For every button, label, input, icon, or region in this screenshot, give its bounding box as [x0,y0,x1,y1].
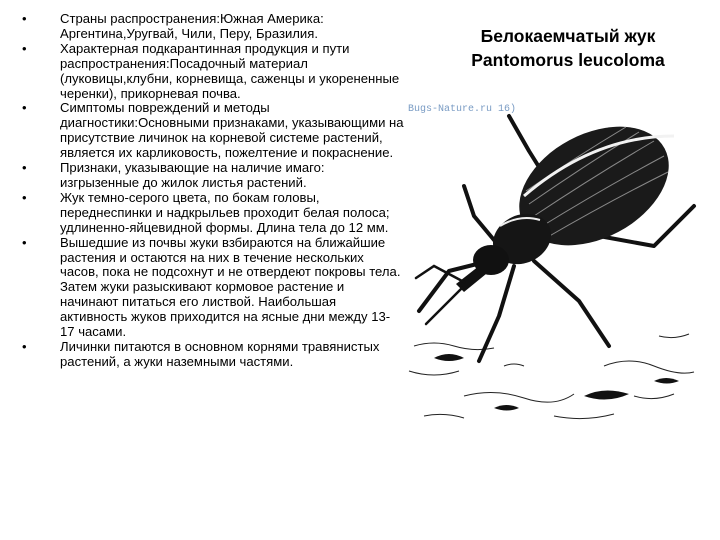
title-latin-name: Pantomorus leucoloma [471,50,665,70]
list-item [22,191,404,236]
list-item-text: Страны распространения:Южная Америка: Аргентина,Уругвай, Чили, Перу, Бразилия. [60,11,324,41]
bullet-dot: • [22,100,27,116]
list-item [22,340,404,370]
beetle-illustration [404,96,704,436]
watermark: Bugs-Nature.ru 16) [408,104,517,115]
beetle-antennae [416,266,464,324]
bullet-dot: • [22,11,27,26]
bullet-dot: • [22,189,27,205]
list-item [22,12,404,42]
list-item-text: Жук темно-серого цвета, по бокам головы, переднеспинки и надкрыльев проходит белая полоса; удлиненно-яйцевидной формы. Длина тела до 12 мм. [60,189,390,235]
list-item [22,161,404,191]
list-item [22,101,404,161]
list-item-text: Личинки питаются в основном корнями травянистых растений, а жуки наземными частями. [60,338,380,369]
page-title [418,24,718,72]
list-item [22,42,404,102]
bullet-dot: • [22,234,27,250]
title-common-name: Белокаемчатый жук [480,26,656,46]
list-item-text: Симптомы повреждений и методы диагностики:Основными признаками, указывающими на присутствие личинок на корневой системе растений, является их карликовость, пожелтение и покраснение. [60,100,404,161]
list-item-text: Признаки, указывающие на наличие имаго: изгрызенные до жилок листья растений. [60,160,325,190]
bullet-dot: • [22,338,27,354]
list-item-text: Характерная подкарантинная продукция и пути распространения:Посадочный материал (луковицы,клубни, корневища, саженцы и укорененные черенки), прикорневая почва. [60,40,400,101]
soil-texture [409,334,694,419]
bullet-dot: • [22,160,27,176]
bullet-list [22,12,404,370]
list-item [22,236,404,340]
list-item-text: Вышедшие из почвы жуки взбираются на ближайшие растения и остаются на них в течение нескольких часов, пока не подсохнут и не отвердеют покровы тела. Затем жуки разыскивают кормовое растение и начинают питаться его листвой. Наибольшая активность жуков приходится на ясные дни между 13-17 часами. [60,234,401,340]
bullet-dot: • [22,40,27,56]
